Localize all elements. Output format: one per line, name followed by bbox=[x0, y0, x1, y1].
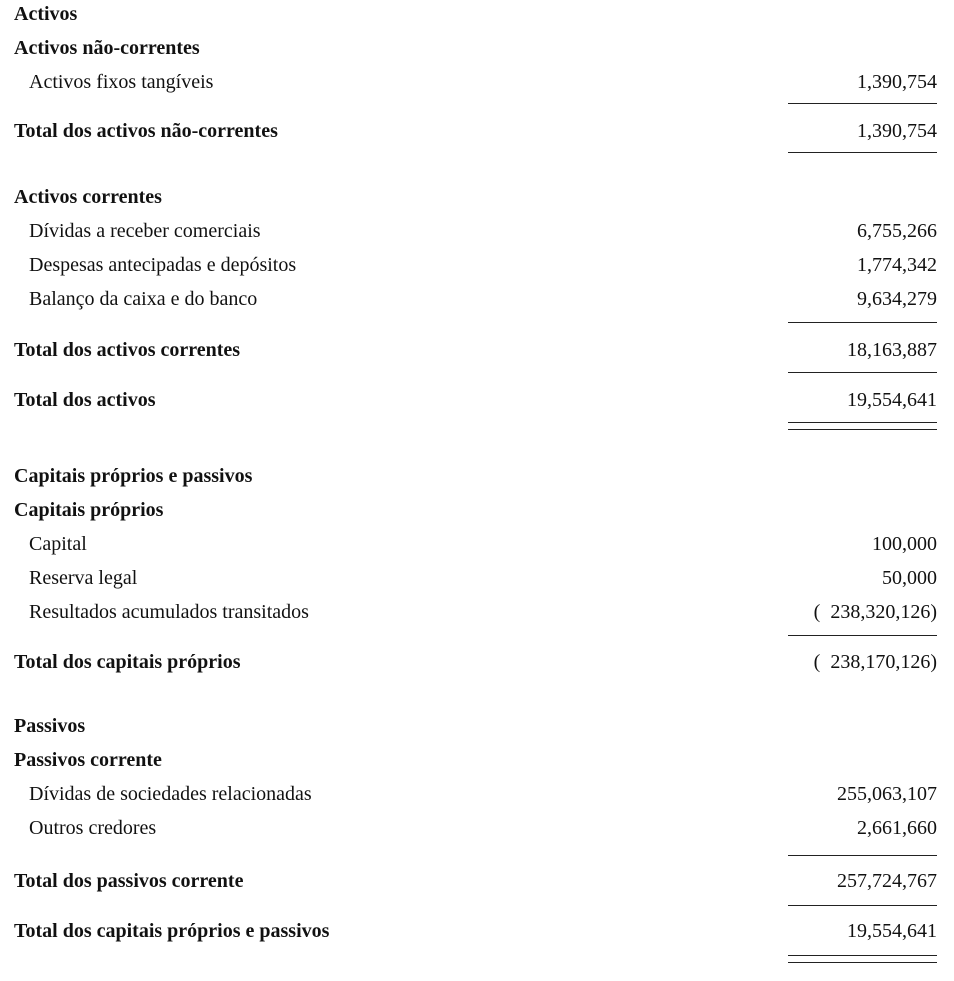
subsection-heading bbox=[0, 496, 954, 524]
subsection-heading bbox=[0, 183, 954, 211]
row-label: Total dos activos correntes bbox=[14, 339, 241, 361]
row-label: Balanço da caixa e do banco bbox=[29, 288, 258, 310]
line-item bbox=[0, 68, 954, 96]
underline bbox=[788, 635, 937, 636]
section-heading bbox=[0, 0, 954, 28]
row-label: Activos não-correntes bbox=[14, 37, 200, 59]
row-label: Outros credores bbox=[29, 817, 157, 839]
row-label: Total dos passivos corrente bbox=[14, 870, 244, 892]
underline bbox=[788, 855, 937, 856]
underline bbox=[788, 152, 937, 153]
line-item bbox=[0, 285, 954, 313]
double-underline-top bbox=[788, 955, 937, 956]
row-label: Total dos capitais próprios e passivos bbox=[14, 920, 330, 942]
row-value: 257,724,767 bbox=[837, 870, 937, 892]
row-label: Resultados acumulados transitados bbox=[29, 601, 309, 623]
row-label: Capitais próprios e passivos bbox=[14, 465, 253, 487]
line-item bbox=[0, 217, 954, 245]
row-value: 9,634,279 bbox=[857, 288, 937, 310]
row-label: Capital bbox=[29, 533, 87, 555]
row-label: Total dos activos não-correntes bbox=[14, 120, 278, 142]
double-underline-bottom bbox=[788, 429, 937, 430]
total-row bbox=[0, 867, 954, 895]
section-heading bbox=[0, 712, 954, 740]
row-label: Dívidas a receber comerciais bbox=[29, 220, 261, 242]
row-value: 100,000 bbox=[872, 533, 937, 555]
row-value: 6,755,266 bbox=[857, 220, 937, 242]
double-underline-top bbox=[788, 422, 937, 423]
total-row bbox=[0, 386, 954, 414]
row-label: Activos bbox=[14, 3, 78, 25]
underline bbox=[788, 103, 937, 104]
row-label: Activos fixos tangíveis bbox=[29, 71, 214, 93]
total-row bbox=[0, 336, 954, 364]
row-value: ( 238,320,126) bbox=[813, 601, 937, 623]
section-heading bbox=[0, 462, 954, 490]
row-value: 255,063,107 bbox=[837, 783, 937, 805]
row-value: 1,390,754 bbox=[857, 71, 937, 93]
underline bbox=[788, 372, 937, 373]
line-item bbox=[0, 530, 954, 558]
row-value: 50,000 bbox=[882, 567, 937, 589]
row-value: 2,661,660 bbox=[857, 817, 937, 839]
line-item bbox=[0, 814, 954, 842]
underline bbox=[788, 905, 937, 906]
row-value: 1,390,754 bbox=[857, 120, 937, 142]
row-value: 19,554,641 bbox=[847, 920, 937, 942]
row-label: Dívidas de sociedades relacionadas bbox=[29, 783, 312, 805]
row-label: Capitais próprios bbox=[14, 499, 164, 521]
row-value: ( 238,170,126) bbox=[813, 651, 937, 673]
subsection-heading bbox=[0, 34, 954, 62]
line-item bbox=[0, 251, 954, 279]
row-label: Total dos capitais próprios bbox=[14, 651, 241, 673]
underline bbox=[788, 322, 937, 323]
row-label: Total dos activos bbox=[14, 389, 156, 411]
row-value: 19,554,641 bbox=[847, 389, 937, 411]
row-value: 18,163,887 bbox=[847, 339, 937, 361]
row-label: Activos correntes bbox=[14, 186, 162, 208]
total-row bbox=[0, 917, 954, 945]
row-value: 1,774,342 bbox=[857, 254, 937, 276]
row-label: Reserva legal bbox=[29, 567, 138, 589]
row-label: Passivos bbox=[14, 715, 86, 737]
total-row bbox=[0, 648, 954, 676]
line-item bbox=[0, 780, 954, 808]
line-item bbox=[0, 564, 954, 592]
row-label: Despesas antecipadas e depósitos bbox=[29, 254, 297, 276]
total-row bbox=[0, 117, 954, 145]
row-label: Passivos corrente bbox=[14, 749, 162, 771]
subsection-heading bbox=[0, 746, 954, 774]
line-item bbox=[0, 598, 954, 626]
double-underline-bottom bbox=[788, 962, 937, 963]
